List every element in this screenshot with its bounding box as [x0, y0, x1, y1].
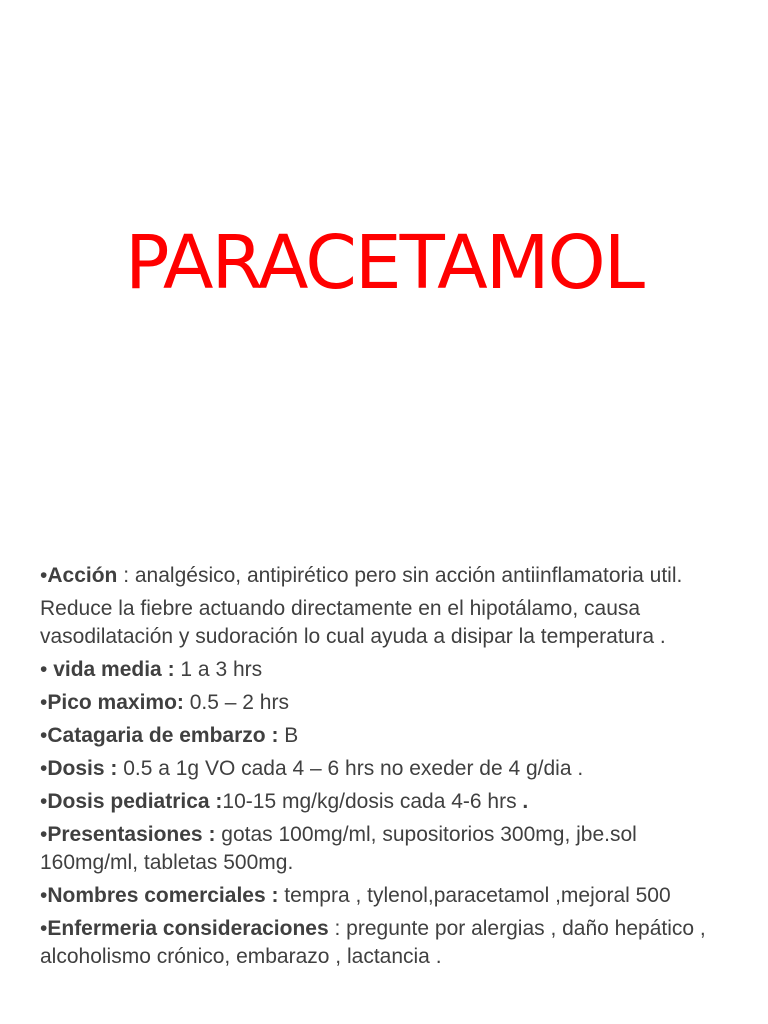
item-label: Dosis : — [47, 757, 118, 780]
item-text: gotas 100mg/ml, supositorios 300mg, jbe.sol 160mg/ml, tabletas 500mg. — [40, 823, 637, 874]
item-text: B — [278, 724, 299, 747]
bullet: • — [40, 724, 48, 747]
item-text: 10-15 mg/kg/dosis cada 4-6 hrs — [222, 790, 523, 813]
bullet: • — [40, 757, 48, 780]
item-text: 0.5 a 1g VO cada 4 – 6 hrs no exeder de 4 g/dia . — [117, 757, 584, 780]
list-item-pico-maximo — [40, 689, 740, 717]
item-text: Reduce la fiebre actuando directamente en el hipotálamo, causa vasodilatación y sudoración lo cual ayuda a disipar la temperatura . — [40, 597, 666, 648]
bullet: • — [40, 823, 48, 846]
bullet: • — [40, 917, 48, 940]
item-text: : pregunte por alergias , daño hepático , alcoholismo crónico, embarazo , lactancia . — [40, 917, 706, 968]
item-label: Enfermeria consideraciones — [47, 917, 329, 940]
item-label: vida media : — [53, 658, 175, 681]
list-item-accion — [40, 562, 740, 590]
bullet: • — [40, 691, 48, 714]
item-label: Catagaria de embarzo : — [47, 724, 279, 747]
list-item-nombres-comerciales — [40, 882, 740, 910]
item-label: Dosis pediatrica : — [47, 790, 223, 813]
item-text: 0.5 – 2 hrs — [183, 691, 289, 714]
page-title: PARACETAMOL — [124, 220, 644, 306]
item-label: Acción — [47, 564, 118, 587]
item-text: 1 a 3 hrs — [174, 658, 263, 681]
item-label: Presentasiones : — [47, 823, 216, 846]
list-item-dosis — [40, 755, 740, 783]
item-trail: . — [522, 790, 529, 813]
bullet: • — [40, 884, 48, 907]
list-item-categoria-embarazo — [40, 722, 740, 750]
item-label: Nombres comerciales : — [47, 884, 279, 907]
list-item-descripcion — [40, 595, 740, 651]
bullet: • — [40, 790, 48, 813]
list-item-dosis-pediatrica — [40, 788, 740, 816]
drug-info-list — [40, 562, 740, 976]
item-text: : analgésico, antipirético pero sin acción antiinflamatoria util. — [117, 564, 683, 587]
list-item-presentaciones — [40, 821, 740, 877]
bullet: • — [40, 564, 48, 587]
bullet: • — [40, 658, 54, 681]
item-text: tempra , tylenol,paracetamol ,mejoral 500 — [278, 884, 671, 907]
list-item-vida-media — [40, 656, 740, 684]
item-label: Pico maximo: — [47, 691, 184, 714]
list-item-enfermeria — [40, 915, 740, 971]
